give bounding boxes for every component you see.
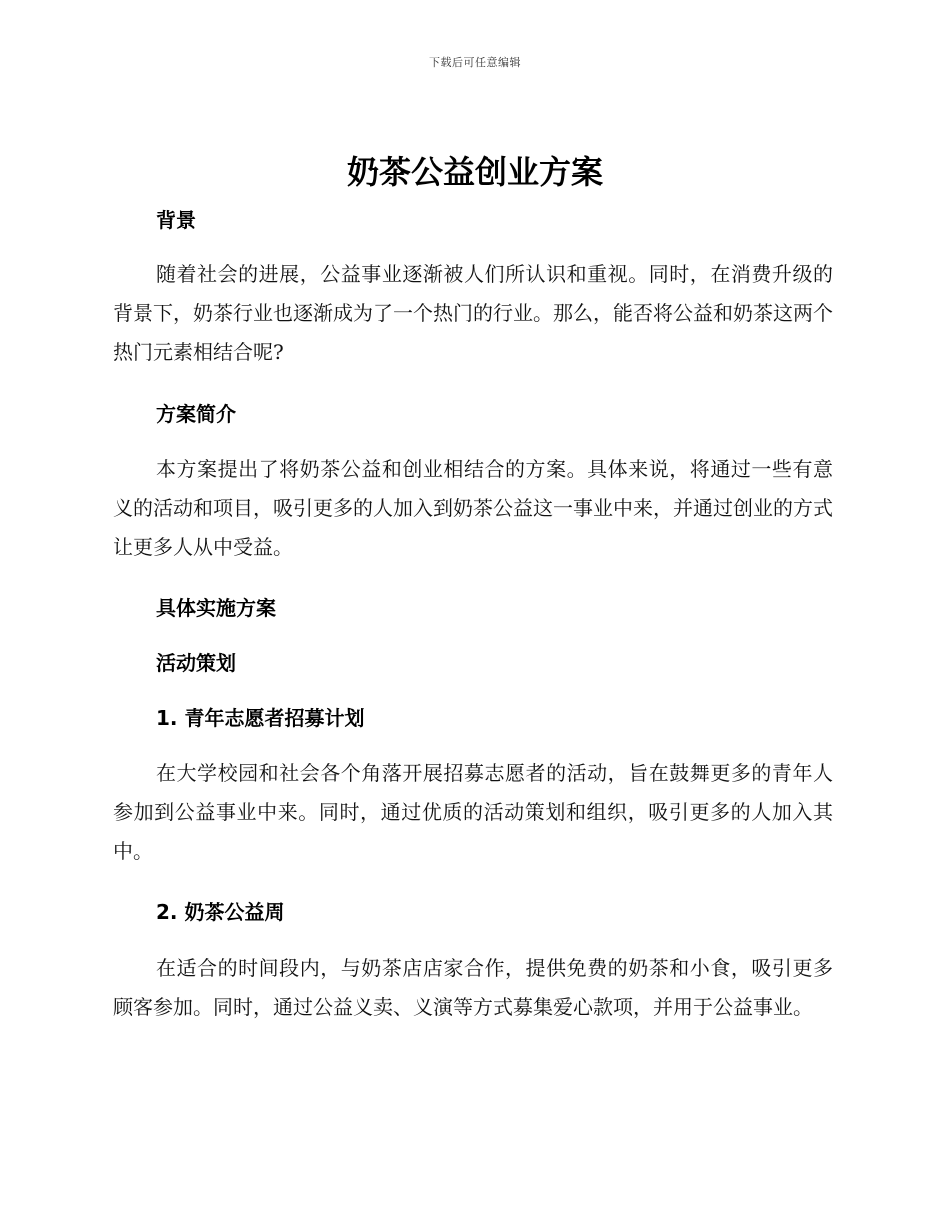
subsection-heading-item1: 1. 青年志愿者招募计划 (156, 706, 365, 730)
paragraph-overview: 本方案提出了将奶茶公益和创业相结合的方案。具体来说，将通过一些有意义的活动和项目，吸引更多的人加入到奶茶公益这一事业中来，并通过创业的方式让更多人从中受益。 (113, 457, 833, 559)
document-title: 奶茶公益创业方案 (346, 153, 603, 191)
subsection-heading-item2: 2. 奶茶公益周 (156, 900, 285, 924)
section-heading-implementation: 具体实施方案 (156, 596, 276, 620)
section-heading-overview: 方案简介 (156, 402, 236, 426)
paragraph-background: 随着社会的进展，公益事业逐渐被人们所认识和重视。同时，在消费升级的背景下，奶茶行业也逐渐成为了一个热门的行业。那么，能否将公益和奶茶这两个热门元素相结合呢? (113, 262, 833, 364)
section-heading-activity: 活动策划 (156, 651, 236, 675)
paragraph-item1: 在大学校园和社会各个角落开展招募志愿者的活动，旨在鼓舞更多的青年人参加到公益事业中来。同时，通过优质的活动策划和组织，吸引更多的人加入其中。 (113, 761, 833, 863)
section-heading-background: 背景 (156, 208, 196, 232)
header-note: 下载后可任意编辑 (429, 56, 521, 69)
paragraph-item2: 在适合的时间段内，与奶茶店店家合作，提供免费的奶茶和小食，吸引更多顾客参加。同时，通过公益义卖、义演等方式募集爱心款项，并用于公益事业。 (113, 956, 833, 1019)
